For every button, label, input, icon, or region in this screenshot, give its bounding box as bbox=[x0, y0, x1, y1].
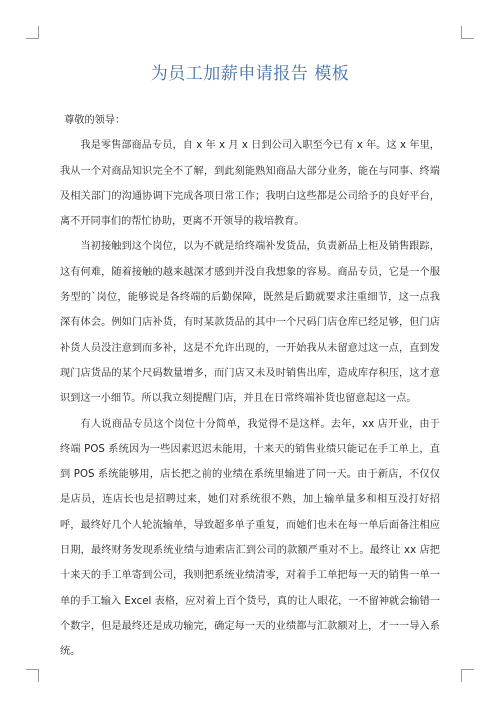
crop-mark-bottom-right bbox=[461, 669, 474, 682]
paragraph-1: 我是零售部商品专员，自 x 年 x 月 x 日到公司入职至今已有 x 年。这 x 年里，我从一个对商品知识完全不了解，到此刻能熟知商品大部分业务，能在与同事、终端及相关部门的沟通协调下完成各项日常工作；我明白这些都是公司给予的良好平台，离不开同事们的帮忙协助，更离不开领导的栽培教育。 bbox=[60, 140, 440, 228]
document-title: 为员工加薪申请报告 模板 bbox=[150, 64, 350, 84]
paragraph-2: 当初接触到这个岗位，以为不就是给终端补发货品，负责新品上柜及销售跟踪，这有何难，随着接触的越来越深才感到并没自我想象的容易。商品专员，它是一个服务型的`岗位，能够说是各终端的后勤保障，既然是后勤就要求注重细节，这一点我深有体会。例如门店补货，有时某款货品的其中一个尺码门店仓库已经足够，但门店补货人员没注意到而多补，这是不允许出现的，一开始我从未留意过这一点，直到发现门店货品的某个尺码数量增多，而门店又未及时销售出库，造成库存积压，这才意识到这一小细节。所以我立刻提醒门店，并且在日常终端补货也留意起这一点。 bbox=[60, 241, 440, 405]
document-body bbox=[60, 108, 440, 665]
paragraph-3: 有人说商品专员这个岗位十分简单，我觉得不是这样。去年，xx 店开业，由于终端 POS 系统因为一些因素迟迟未能用，十来天的销售业绩只能记在手工单上，直到 POS 系统能够用，店长把之前的业绩在系统里输进了同一天。由于新店，不仅仅是店员，连店长也是招聘过来，她们对系统很不熟，加上输单量多和相互没打好招呼，最终好几个人轮流输单，导致超多单子重复，而她们也未在每一单后面备注相应日期，最终财务发现系统业绩与迪索店汇到公司的款额严重对不上。最终让 xx 店把十来天的手工单寄到公司，我则把系统业绩清零，对着手工单把每一天的销售一单一单的手工输入 Excel 表格，应对着上百个货号，真的让人眼花，一不留神就会输错一个数字，但是最终还是成功输完，确定每一天的业绩都与汇款额对上，才一一导入系统。 bbox=[60, 418, 440, 658]
salutation: 尊敬的领导： bbox=[64, 115, 126, 126]
crop-mark-top-right bbox=[461, 26, 474, 39]
crop-mark-bottom-left bbox=[26, 669, 39, 682]
crop-mark-top-left bbox=[26, 26, 39, 39]
